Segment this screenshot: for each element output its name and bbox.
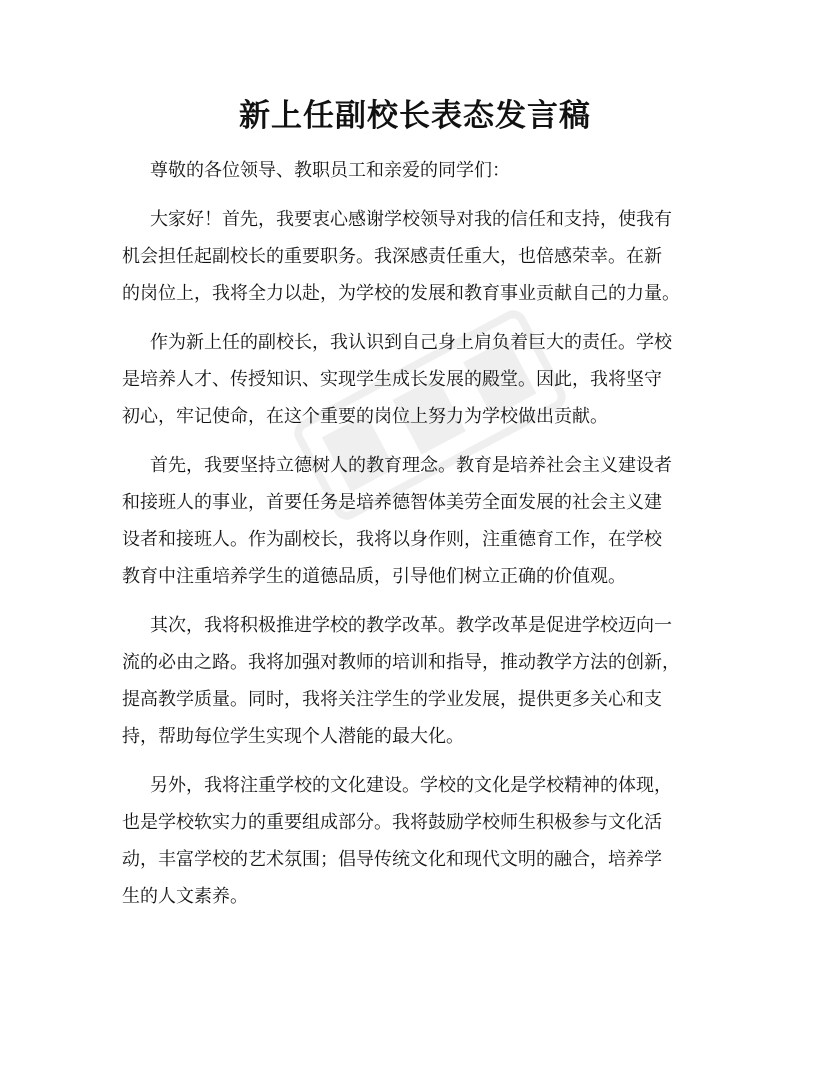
paragraph-line: 教育中注重培养学生的道德品质，引导他们树立正确的价值观。 <box>122 566 626 587</box>
greeting-line: 尊敬的各位领导、教职员工和亲爱的同学们： <box>150 160 510 181</box>
paragraph-line: 大家好！首先，我要衷心感谢学校领导对我的信任和支持，使我有 <box>150 209 672 230</box>
paragraph-line: 和接班人的事业，首要任务是培养德智体美劳全面发展的社会主义建 <box>122 492 662 513</box>
paragraph-line: 初心，牢记使命，在这个重要的岗位上努力为学校做出贡献。 <box>122 406 608 427</box>
body-paragraph <box>122 447 742 595</box>
paragraph-line: 也是学校软实力的重要组成部分。我将鼓励学校师生积极参与文化活 <box>122 812 662 833</box>
paragraph-line: 持，帮助每位学生实现个人潜能的最大化。 <box>122 726 464 747</box>
paragraph-line: 首先，我要坚持立德树人的教育理念。教育是培养社会主义建设者 <box>150 455 672 476</box>
paragraph-line: 其次，我将积极推进学校的教学改革。教学改革是促进学校迈向一 <box>150 615 672 636</box>
paragraph-line: 机会担任起副校长的重要职务。我深感责任重大，也倍感荣幸。在新 <box>122 246 662 267</box>
body-paragraph <box>122 607 742 755</box>
paragraph-line: 另外，我将注重学校的文化建设。学校的文化是学校精神的体现， <box>150 775 672 796</box>
document-body <box>122 152 742 927</box>
paragraph-line: 的岗位上，我将全力以赴，为学校的发展和教育事业贡献自己的力量。 <box>122 283 680 304</box>
greeting-paragraph <box>122 152 742 189</box>
paragraph-line: 流的必由之路。我将加强对教师的培训和指导，推动教学方法的创新， <box>122 652 680 673</box>
body-paragraph <box>122 767 742 915</box>
body-paragraph <box>122 201 742 312</box>
document-title: 新上任副校长表态发言稿 <box>239 98 591 134</box>
paragraph-line: 是培养人才、传授知识、实现学生成长发展的殿堂。因此，我将坚守 <box>122 369 662 390</box>
paragraph-line: 动，丰富学校的艺术氛围；倡导传统文化和现代文明的融合，培养学 <box>122 849 662 870</box>
paragraph-line: 提高教学质量。同时，我将关注学生的学业发展，提供更多关心和支 <box>122 689 662 710</box>
paragraph-line: 作为新上任的副校长，我认识到自己身上肩负着巨大的责任。学校 <box>150 332 672 353</box>
body-paragraph <box>122 324 742 435</box>
paragraph-line: 生的人文素养。 <box>122 886 248 907</box>
paragraph-line: 设者和接班人。作为副校长，我将以身作则，注重德育工作，在学校 <box>122 529 662 550</box>
